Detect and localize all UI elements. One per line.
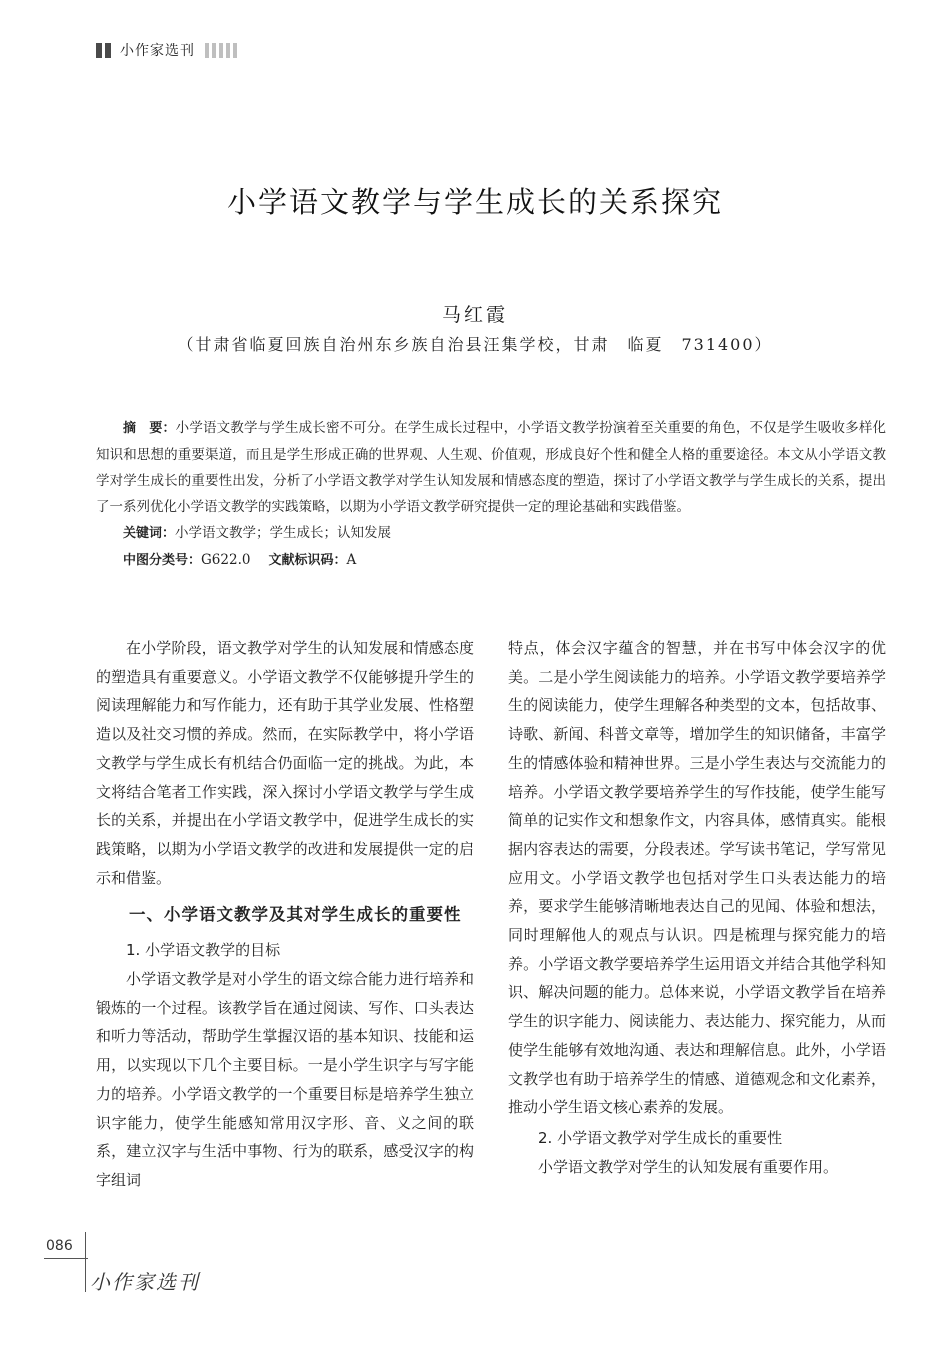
page-number: 086 xyxy=(46,1238,73,1254)
abstract-paragraph xyxy=(96,415,886,520)
header-bar-mark xyxy=(105,43,111,58)
journal-name: 小作家选刊 xyxy=(120,43,195,59)
footer-divider xyxy=(85,1232,86,1292)
section1-heading: 一、小学语文教学及其对学生成长的重要性 xyxy=(129,905,462,925)
footer-rule xyxy=(44,1258,88,1259)
header-stripe-mark xyxy=(233,43,237,58)
author-affiliation: （甘肃省临夏回族自治州东乡族自治县汪集学校，甘肃 临夏 731400） xyxy=(177,335,773,354)
header-stripe-mark xyxy=(205,43,209,58)
author-name: 马红霞 xyxy=(441,304,508,326)
keywords-label: 关键词： xyxy=(123,526,176,541)
classification-line xyxy=(96,547,886,574)
clc-value: G622.0 xyxy=(201,552,251,568)
subsection2-paragraph: 小学语文教学对学生的认知发展有重要作用。 xyxy=(538,1157,839,1176)
keywords-text: 小学语文教学；学生成长；认知发展 xyxy=(175,525,392,541)
intro-paragraph: 在小学阶段，语文教学对学生的认知发展和情感态度的塑造具有重要意义。小学语文教学不仅能够提升学生的阅读理解能力和写作能力，还有助于其学业发展、性格塑造以及社交习惯的养成。然而，在实际教学中，将小学语文教学与学生成长有机结合仍面临一定的挑战。为此，本文将结合笔者工作实践，深入探讨小学语文教学与学生成长的关系，并提出在小学语文教学中，促进学生成长的实践策略，以期为小学语文教学的改进和发展提供一定的启示和借鉴。 xyxy=(96,639,474,887)
subsection1-paragraph-part2: 特点，体会汉字蕴含的智慧，并在书写中体会汉字的优美。二是小学生阅读能力的培养。小学语文教学要培养学生的阅读能力，使学生理解各种类型的文本，包括故事、诗歌、新闻、科普文章等，增加学生的知识储备，丰富学生的情感体验和精神世界。三是小学生表达与交流能力的培养。小学语文教学要培养学生的写作技能，使学生能写简单的记实作文和想象作文，内容具体，感情真实。能根据内容表达的需要，分段表述。学写读书笔记，学写常见应用文。小学语文教学也包括对学生口头表达能力的培养，要求学生能够清晰地表达自己的见闻、体验和想法，同时理解他人的观点与认识。四是梳理与探究能力的培养。小学语文教学要培养学生运用语文并结合其他学科知识、解决问题的能力。总体来说，小学语文教学旨在培养学生的识字能力、阅读能力、表达能力、探究能力，从而使学生能够有效地沟通、表达和理解信息。此外，小学语文教学也有助于培养学生的情感、道德观念和文化素养，推动小学生语文核心素养的发展。 xyxy=(508,639,886,1117)
abstract-label: 摘 要： xyxy=(123,421,176,436)
doc-code-label: 文献标识码： xyxy=(268,553,347,568)
clc-label: 中图分类号： xyxy=(123,553,202,568)
header-stripe-mark xyxy=(219,43,223,58)
article-title: 小学语文教学与学生成长的关系探究 xyxy=(226,185,723,219)
footer-journal-logo: 小作家选刊 xyxy=(90,1270,200,1294)
journal-header xyxy=(96,40,240,60)
subsection2-heading: 2. 小学语文教学对学生成长的重要性 xyxy=(538,1128,783,1147)
header-stripe-mark xyxy=(212,43,216,58)
keywords-line xyxy=(96,520,886,547)
header-stripe-mark xyxy=(226,43,230,58)
abstract-text: 小学语文教学与学生成长密不可分。在学生成长过程中，小学语文教学扮演着至关重要的角色，不仅是学生吸收多样化知识和思想的重要渠道，而且是学生形成正确的世界观、人生观、价值观，形成良好个性和健全人格的重要途径。本文从小学语文教学对学生成长的重要性出发，分析了小学语文教学对学生认知发展和情感态度的塑造，探讨了小学语文教学与学生成长的关系，提出了一系列优化小学语文教学的实践策略，以期为小学语文教学研究提供一定的理论基础和实践借鉴。 xyxy=(96,420,886,515)
header-bar-mark xyxy=(96,43,102,58)
subsection1-heading: 1. 小学语文教学的目标 xyxy=(126,941,281,960)
abstract-block xyxy=(96,415,886,574)
doc-code-value: A xyxy=(346,552,357,568)
subsection1-paragraph-part1: 小学语文教学是对小学生的语文综合能力进行培养和锻炼的一个过程。该教学旨在通过阅读、写作、口头表达和听力等活动，帮助学生掌握汉语的基本知识、技能和运用，以实现以下几个主要目标。一是小学生识字与写字能力的培养。小学语文教学的一个重要目标是培养学生独立识字能力，使学生能感知常用汉字形、音、义之间的联系，建立汉字与生活中事物、行为的联系，感受汉字的构字组词 xyxy=(96,970,474,1189)
left-column xyxy=(96,634,474,1195)
right-column xyxy=(508,634,886,1181)
